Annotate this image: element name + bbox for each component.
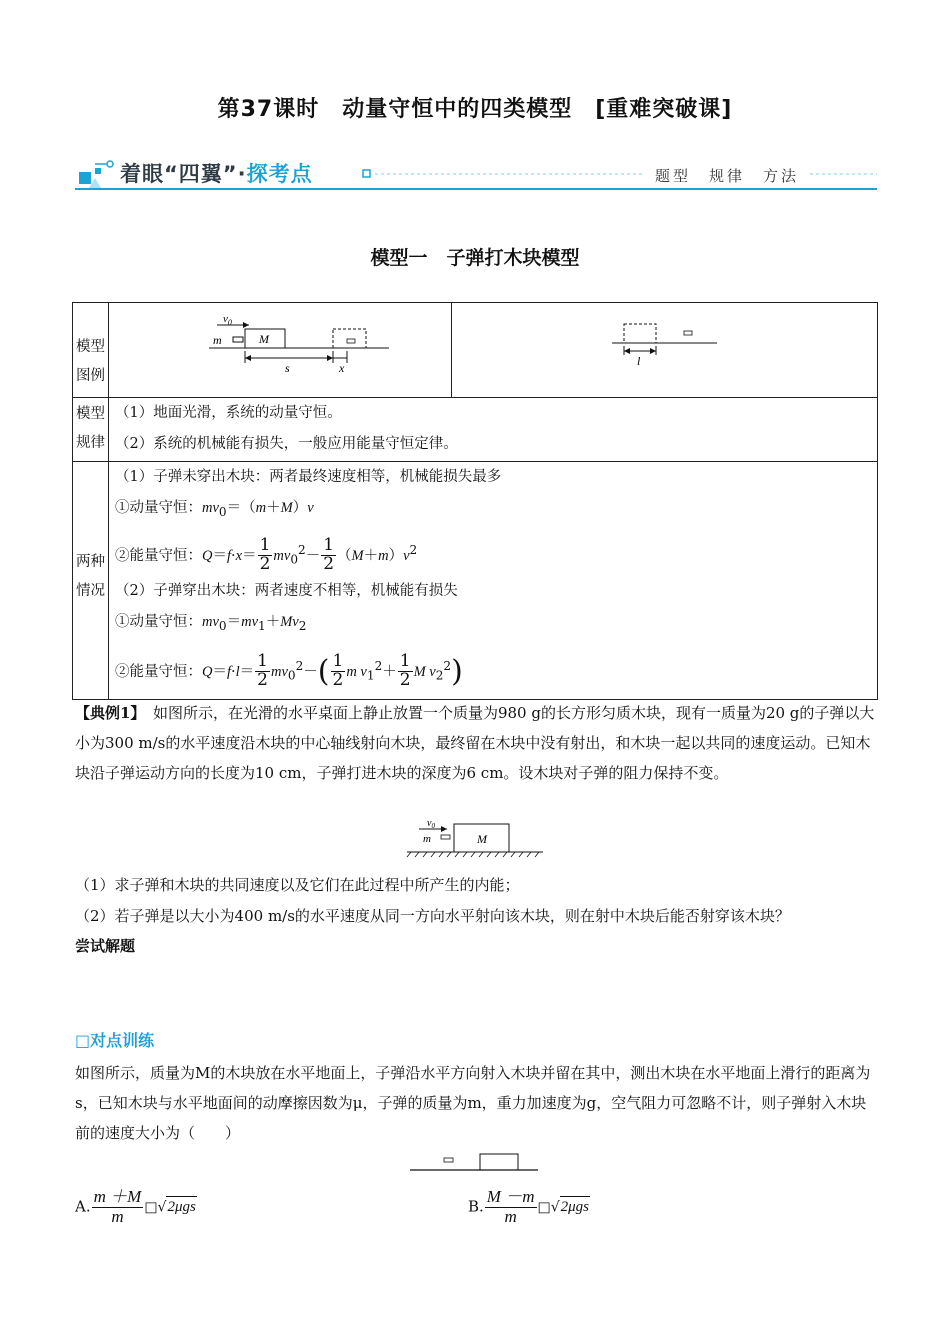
row-header-diagram: 模型 图例 <box>73 303 109 398</box>
bullet-block-diagram-1 <box>109 303 451 393</box>
case-2: （2）子弹穿出木块：两者速度不相等，机械能有损失 <box>115 583 458 599</box>
banner-quote: “四翼” <box>164 162 238 186</box>
s-label: s <box>285 361 290 375</box>
case-2-energy: ②能量守恒：Q＝f·l＝ $\frac{1}{2}$ $mv_0^2-$( $\frac{1}{2}$ m $v_1^2+$ $\frac{1}{2}$ M $v_2^2$) <box>115 651 463 691</box>
block-dashed <box>333 329 366 348</box>
x-label: x <box>339 361 345 375</box>
example-paragraph <box>75 698 879 788</box>
example-diagram <box>405 814 545 858</box>
question-1: （1）求子弹和木块的共同速度以及它们在此过程中所产生的内能； <box>75 876 520 894</box>
banner-part2: 探考点 <box>246 162 313 186</box>
example-M-label: M <box>477 832 487 846</box>
option-b[interactable]: B. $\frac{M -m}{m}$ □√2μgs <box>468 1187 590 1226</box>
block-dashed-2 <box>624 324 656 343</box>
example-text: 如图所示，在光滑的水平桌面上静止放置一个质量为980 g的长方形匀质木块，现有一质量为20 g的子弹以大小为300 m/s的水平速度沿木块的中心轴线射向木块，最终留在木块中没有射出，和木块一起以共同的速度运动。已知木块沿子弹运动方向的长度为10 cm，子弹打进木块的深度为6 cm。设木块对子弹的阻力保持不变。 <box>75 704 875 782</box>
training-text: 如图所示，质量为M的木块放在水平地面上，子弹沿水平方向射入木块并留在其中，测出木块在水平地面上滑行的距离为s，已知木块与水平地面间的动摩擦因数为μ，子弹的质量为m，重力加速度为g，空气阻力可忽略不计，则子弹射入木块前的速度大小为（ ） <box>75 1064 871 1142</box>
case-1-momentum: ①动量守恒：$mv_0=(m+M)v$ <box>115 500 314 519</box>
row-header-cases: 两种 情况 <box>73 462 109 700</box>
block-mass-label: M <box>259 332 269 346</box>
option-a[interactable]: A. $\frac{m +M}{m}$ □√2μgs <box>75 1187 196 1226</box>
example-m-label: m <box>423 833 431 845</box>
v0-label: $v_0$ <box>223 313 232 327</box>
training-heading: □对点训练 <box>75 1031 155 1050</box>
banner-title <box>120 158 313 188</box>
training-diagram <box>408 1148 540 1176</box>
bullet-block-diagram-2 <box>452 303 877 393</box>
model-table <box>72 302 878 700</box>
banner-dot: · <box>237 162 247 186</box>
banner-square-icon <box>79 172 91 184</box>
l-label: l <box>637 354 641 368</box>
rule-1: （1）地面光滑，系统的动量守恒。 <box>115 405 342 421</box>
example-v0-label: $v_0$ <box>427 818 435 830</box>
question-2: （2）若子弹是以大小为400 m/s的水平速度从同一方向水平射向该木块，则在射中木块后能否射穿该木块？ <box>75 907 790 925</box>
rule-2: （2）系统的机械能有损失，一般应用能量守恒定律。 <box>115 436 458 452</box>
bullet-shape <box>233 337 243 342</box>
cases-cell <box>109 462 878 700</box>
row-header-rules: 模型 规律 <box>73 398 109 462</box>
model-title: 模型一 子弹打木块模型 <box>370 247 580 269</box>
rules-cell <box>109 398 878 462</box>
page-title: 第37课时 动量守恒中的四类模型 [重难突破课] <box>217 97 733 122</box>
banner-part1: 着眼 <box>120 162 164 186</box>
bullet-mass-label: m <box>213 333 222 347</box>
example-tag: 【典例1】 <box>75 704 138 722</box>
try-solve: 尝试解题 <box>75 937 136 955</box>
bullet-shape-2 <box>684 331 692 335</box>
diagram-cell-2 <box>452 303 878 398</box>
case-1-energy: ②能量守恒：Q＝f·x＝ $\frac{1}{2}$ $mv_0^2-$ $\frac{1}{2}$ $(M+m)v^2$ <box>115 535 418 575</box>
case-2-momentum: ①动量守恒：$mv_0=mv_1+Mv_2$ <box>115 614 307 633</box>
case-1: （1）子弹未穿出木块：两者最终速度相等，机械能损失最多 <box>115 469 502 485</box>
diagram-cell-1 <box>109 303 452 398</box>
banner-subtitle: 题型 规律 方法 <box>655 167 800 185</box>
